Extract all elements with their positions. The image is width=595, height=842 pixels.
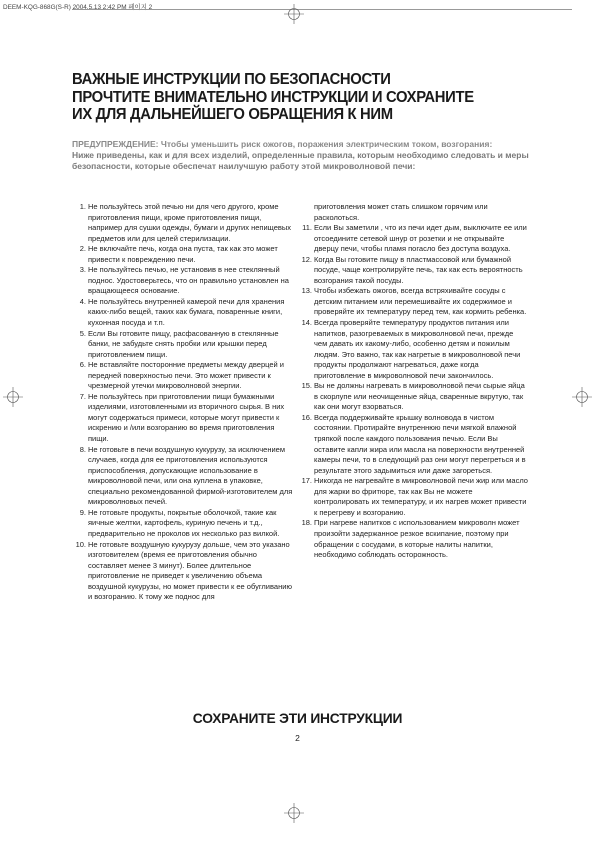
- page-title: [72, 71, 509, 124]
- list-item-continuation: [298, 202, 528, 223]
- save-instructions-heading: СОХРАНИТЕ ЭТИ ИНСТРУКЦИИ: [192, 711, 403, 726]
- print-slug: DEEM-KQG-868G(S-R) 2004.5.13 2:42 PM 페이지 2: [3, 4, 153, 11]
- item-number: 9.: [79, 507, 86, 517]
- item-text: Чтобы избежать ожогов, всегда встряхивайте сосуды с детским питанием или перемешивайте их содержимое и проверяйте их температуру перед тем, как кормить ребенка.: [314, 286, 527, 317]
- item-number: 16.: [301, 412, 312, 422]
- item-number: 10.: [75, 539, 86, 549]
- list-item: [298, 381, 528, 413]
- list-item: [72, 202, 296, 244]
- list-item: [72, 297, 296, 329]
- title-line: ВАЖНЫЕ ИНСТРУКЦИИ ПО БЕЗОПАСНОСТИ: [72, 71, 391, 88]
- item-text: Вы не должны нагревать в микроволновой печи сырые яйца в скорлупе или неочищенные яйца, сваренные вкрутую, так как они могут взорваться.: [314, 381, 525, 412]
- item-number: 18.: [301, 518, 312, 528]
- list-item: [72, 508, 296, 540]
- list-item: [298, 518, 528, 560]
- warning-block: [72, 139, 530, 172]
- item-number: 2.: [79, 244, 86, 254]
- item-number: 6.: [79, 360, 86, 370]
- item-number: 13.: [301, 286, 312, 296]
- list-item: [298, 318, 528, 381]
- item-text: Всегда проверяйте температуру продуктов питания или напитков, разогреваемых в микроволновой печи, прежде чем давать их какому-либо, особенно детям и пожилым людям. Это важно, так как нагретые в микроволновой печи продукты продолжают нагреваться, даже когда приготовление в микроволновой печи закончилось.: [314, 318, 521, 380]
- item-number: 4.: [79, 296, 86, 306]
- intro-paragraph: Ниже приведены, как и для всех изделий, определенные правила, которым необходимо следовать и меры безопасности, которые обеспечат наилучшую работу этой микроволновой печи:: [72, 149, 529, 171]
- item-number: 11.: [302, 223, 312, 233]
- item-text: Не пользуйтесь этой печью ни для чего другого, кроме приготовления пищи, кроме приготовления пищи, например для сушки одежды, бумаги и других непищевых предметов или для целей стерилизации.: [88, 202, 292, 243]
- item-text: приготовления может стать слишком горячим или расколоться.: [314, 202, 488, 222]
- registration-mark-icon: [572, 387, 592, 407]
- item-text: Не пользуйтесь при приготовлении пищи бумажными изделиями, изготовленными из вторичного сырья. В них могут содержаться примеси, которые могут привести к искрению и /или возгоранию во время приготовления пищи.: [88, 391, 285, 444]
- item-text: Никогда не нагревайте в микроволновой печи жир или масло для жарки во фритюре, так как Вы не можете контролировать их температуру, и их нагрев может привести к перегреву и возгоранию.: [314, 476, 528, 517]
- registration-mark-icon: [3, 387, 23, 407]
- item-text: Не включайте печь, когда она пуста, так как это может привести к повреждению печи.: [88, 244, 278, 264]
- item-text: Не пользуйтесь внутренней камерой печи для хранения каких-либо вещей, таких как бумага, поваренные книги, кухонная посуда и т.п.: [88, 296, 285, 328]
- registration-mark-icon: [284, 4, 304, 24]
- item-text: Когда Вы готовите пищу в пластмассовой или бумажной посуде, чаще контролируйте печь, так как есть вероятность возгорания такой посуды.: [314, 254, 523, 285]
- registration-mark-icon: [284, 803, 304, 823]
- item-text: Не готовьте продукты, покрытые оболочкой, такие как яичные желтки, картофель, куриную печень и т.д., предварительно не проколов их несколько раз вилкой.: [88, 507, 280, 538]
- list-item: [72, 360, 296, 392]
- item-text: Не вставляйте посторонние предметы между дверцей и передней поверхностью печи. Это может привести к чрезмерной утечки микроволновой энергии.: [88, 360, 284, 391]
- list-item: [72, 445, 296, 508]
- item-text: Не пользуйтесь печью, не установив в нее стеклянный поднос. Удостоверьтесь, что он правильно установлен на вращающееся основание.: [88, 265, 289, 296]
- warning-text: Чтобы уменьшить риск ожогов, поражения электрическим током, возгорания:: [158, 139, 493, 149]
- item-text: Не готовьте воздушную кукурузу дольше, чем это указано изготовителем (время ее приготовления обычно составляет менее 3 минут). Более длительное приготовление не приведет к увеличению объема воздушной кукурузы, но может привести к ее обугливанию и возгоранию. К тому же поднос для: [88, 539, 293, 602]
- list-item: [298, 476, 528, 518]
- list-item: [72, 392, 296, 445]
- item-number: 15.: [301, 381, 312, 391]
- item-text: При нагреве напитков с использованием микроволн может произойти задержанное резкое вскипание, поэтому при обращении с сосудами, в которые налиты напитки, необходимо соблюдать осторожность.: [314, 518, 520, 560]
- item-number: 14.: [301, 318, 312, 328]
- item-text: Не готовьте в печи воздушную кукурузу, за исключением случаев, когда для ее приготовления используются приспособления, допускающие использование в микроволновой печи, или она куплена в упаковке, специально рекомендованной фирмой-изготовителем для микроволновых печей.: [88, 444, 293, 507]
- item-number: 7.: [79, 391, 86, 401]
- warning-paragraph: [72, 139, 530, 150]
- title-line: ИХ ДЛЯ ДАЛЬНЕЙШЕГО ОБРАЩЕНИЯ К НИМ: [72, 106, 393, 124]
- list-item: [72, 540, 296, 603]
- item-text: Если Вы готовите пищу, расфасованную в стеклянные банки, не забудьте снять пробки или крышки перед приготовлением пищи.: [88, 328, 279, 359]
- list-item: [72, 329, 296, 361]
- item-number: 8.: [79, 444, 86, 454]
- list-item: [298, 255, 528, 287]
- item-number: 1.: [79, 202, 86, 211]
- item-number: 12.: [301, 254, 312, 264]
- item-number: 3.: [79, 265, 86, 275]
- warning-label: ПРЕДУПРЕЖДЕНИЕ:: [72, 139, 159, 149]
- item-number: 17.: [301, 476, 312, 486]
- instructions-left-column: [72, 202, 296, 603]
- list-item: [298, 286, 528, 318]
- instructions-right-column: [298, 202, 528, 561]
- list-item: [298, 223, 528, 255]
- item-number: 5.: [79, 328, 86, 338]
- list-item: [298, 413, 528, 476]
- list-item: [72, 244, 296, 265]
- item-text: Если Вы заметили , что из печи идет дым, выключите ее или отсоедините сетевой шнур от розетки и не открывайте дверцу печи, чтобы пламя погасло без доступа воздуха.: [314, 223, 527, 254]
- list-item: [72, 265, 296, 297]
- title-line: ПРОЧТИТЕ ВНИМАТЕЛЬНО ИНСТРУКЦИИ И СОХРАНИТЕ: [72, 88, 474, 106]
- item-text: Всегда поддерживайте крышку волновода в чистом состоянии. Протирайте внутреннюю печи мягкой влажной тряпкой после каждого пользования печью. Если Вы оставите капли жира или масла на поверхности внутренней камеры печи, то в следующий раз они могут перегреться и в результате этого задымиться или даже загореться.: [314, 412, 526, 475]
- page-number: 2: [295, 733, 300, 743]
- slug-rule: [72, 9, 572, 10]
